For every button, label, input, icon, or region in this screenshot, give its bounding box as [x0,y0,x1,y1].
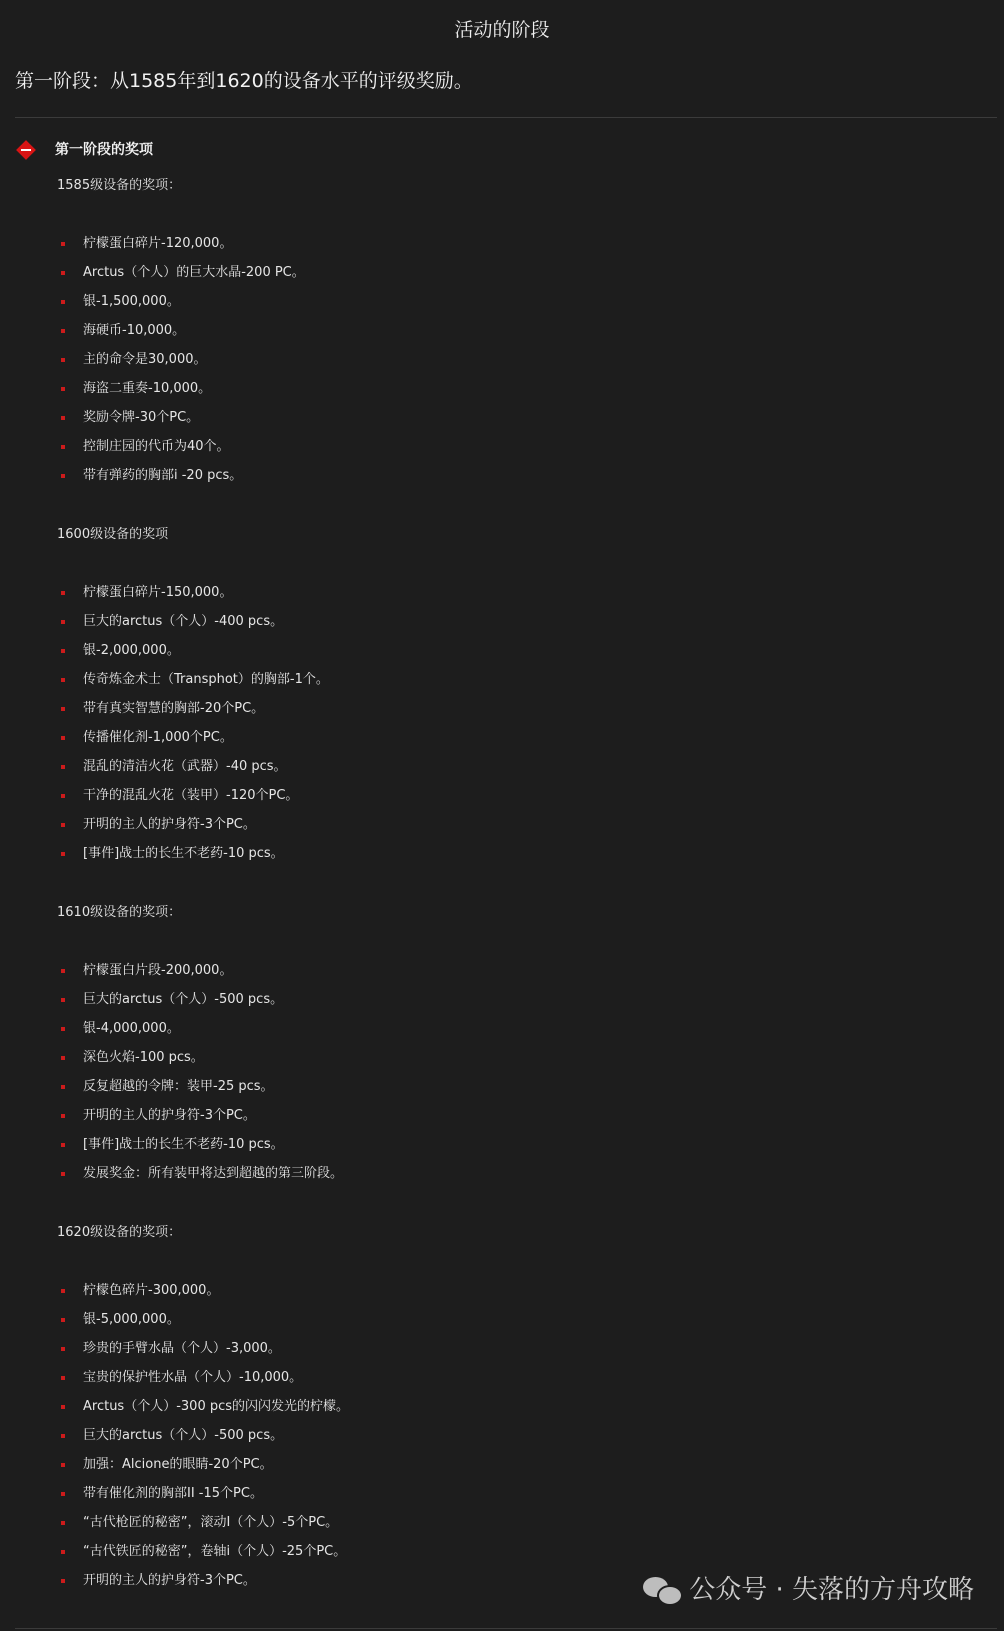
reward-group [57,525,1004,868]
reward-list [57,956,1004,1188]
list-item: 混乱的清洁火花（武器）-40 pcs。 [57,752,1004,781]
list-item: 珍贵的手臂水晶（个人）-3,000。 [57,1334,1004,1363]
section-title: 第一阶段的奖项 [55,142,153,158]
divider [15,117,997,118]
reward-groups [0,176,1004,1595]
watermark [643,1572,974,1608]
watermark-text: 公众号 · 失落的方舟攻略 [689,1575,974,1605]
group-title: 1600级设备的奖项 [57,527,169,542]
reward-group [57,176,1004,490]
list-item: 带有弹药的胸部i -20 pcs。 [57,461,1004,490]
list-item: [事件]战士的长生不老药-10 pcs。 [57,839,1004,868]
list-item: 银-4,000,000。 [57,1014,1004,1043]
list-item: 控制庄园的代币为40个。 [57,432,1004,461]
list-item: 银-5,000,000。 [57,1305,1004,1334]
list-item: 奖励令牌-30个PC。 [57,403,1004,432]
divider [15,1628,997,1629]
list-item: 宝贵的保护性水晶（个人）-10,000。 [57,1363,1004,1392]
list-item: 柠檬蛋白碎片-120,000。 [57,229,1004,258]
page-title: 活动的阶段 [454,19,550,41]
list-item: 海盗二重奏-10,000。 [57,374,1004,403]
group-title: 1620级设备的奖项： [57,1225,182,1240]
list-item: 发展奖金：所有装甲将达到超越的第三阶段。 [57,1159,1004,1188]
list-item: 传奇炼金术士（Transphot）的胸部-1个。 [57,665,1004,694]
reward-group [57,903,1004,1188]
list-item: “古代铁匠的秘密”，卷轴i（个人）-25个PC。 [57,1537,1004,1566]
list-item: 反复超越的令牌：装甲-25 pcs。 [57,1072,1004,1101]
list-item: Arctus（个人）的巨大水晶-200 PC。 [57,258,1004,287]
group-title: 1610级设备的奖项： [57,905,182,920]
list-item: 传播催化剂-1,000个PC。 [57,723,1004,752]
stage-title: 第一阶段：从1585年到1620的设备水平的评级奖励。 [15,70,473,92]
list-item: 柠檬蛋白片段-200,000。 [57,956,1004,985]
list-item: 带有真实智慧的胸部-20个PC。 [57,694,1004,723]
wechat-icon [643,1575,681,1605]
group-title: 1585级设备的奖项： [57,178,182,193]
list-item: 柠檬蛋白碎片-150,000。 [57,578,1004,607]
list-item: 带有催化剂的胸部II -15个PC。 [57,1479,1004,1508]
list-item: 银-1,500,000。 [57,287,1004,316]
list-item: 开明的主人的护身符-3个PC。 [57,1566,1004,1595]
list-item: 柠檬色碎片-300,000。 [57,1276,1004,1305]
list-item: 巨大的arctus（个人）-500 pcs。 [57,985,1004,1014]
list-item: 干净的混乱火花（装甲）-120个PC。 [57,781,1004,810]
list-item: 开明的主人的护身符-3个PC。 [57,1101,1004,1130]
list-item: 深色火焰-100 pcs。 [57,1043,1004,1072]
reward-list [57,229,1004,490]
list-item: Arctus（个人）-300 pcs的闪闪发光的柠檬。 [57,1392,1004,1421]
reward-list [57,578,1004,868]
list-item: 开明的主人的护身符-3个PC。 [57,810,1004,839]
list-item: 巨大的arctus（个人）-400 pcs。 [57,607,1004,636]
list-item: 银-2,000,000。 [57,636,1004,665]
list-item: 海硬币-10,000。 [57,316,1004,345]
list-item: “古代枪匠的秘密”，滚动I（个人）-5个PC。 [57,1508,1004,1537]
list-item: [事件]战士的长生不老药-10 pcs。 [57,1130,1004,1159]
reward-list [57,1276,1004,1595]
collapse-icon[interactable] [17,141,35,159]
reward-group [57,1223,1004,1595]
list-item: 加强：Alcione的眼睛-20个PC。 [57,1450,1004,1479]
list-item: 巨大的arctus（个人）-500 pcs。 [57,1421,1004,1450]
rewards-section [0,137,1004,1595]
list-item: 主的命令是30,000。 [57,345,1004,374]
section-header[interactable] [0,137,1004,163]
